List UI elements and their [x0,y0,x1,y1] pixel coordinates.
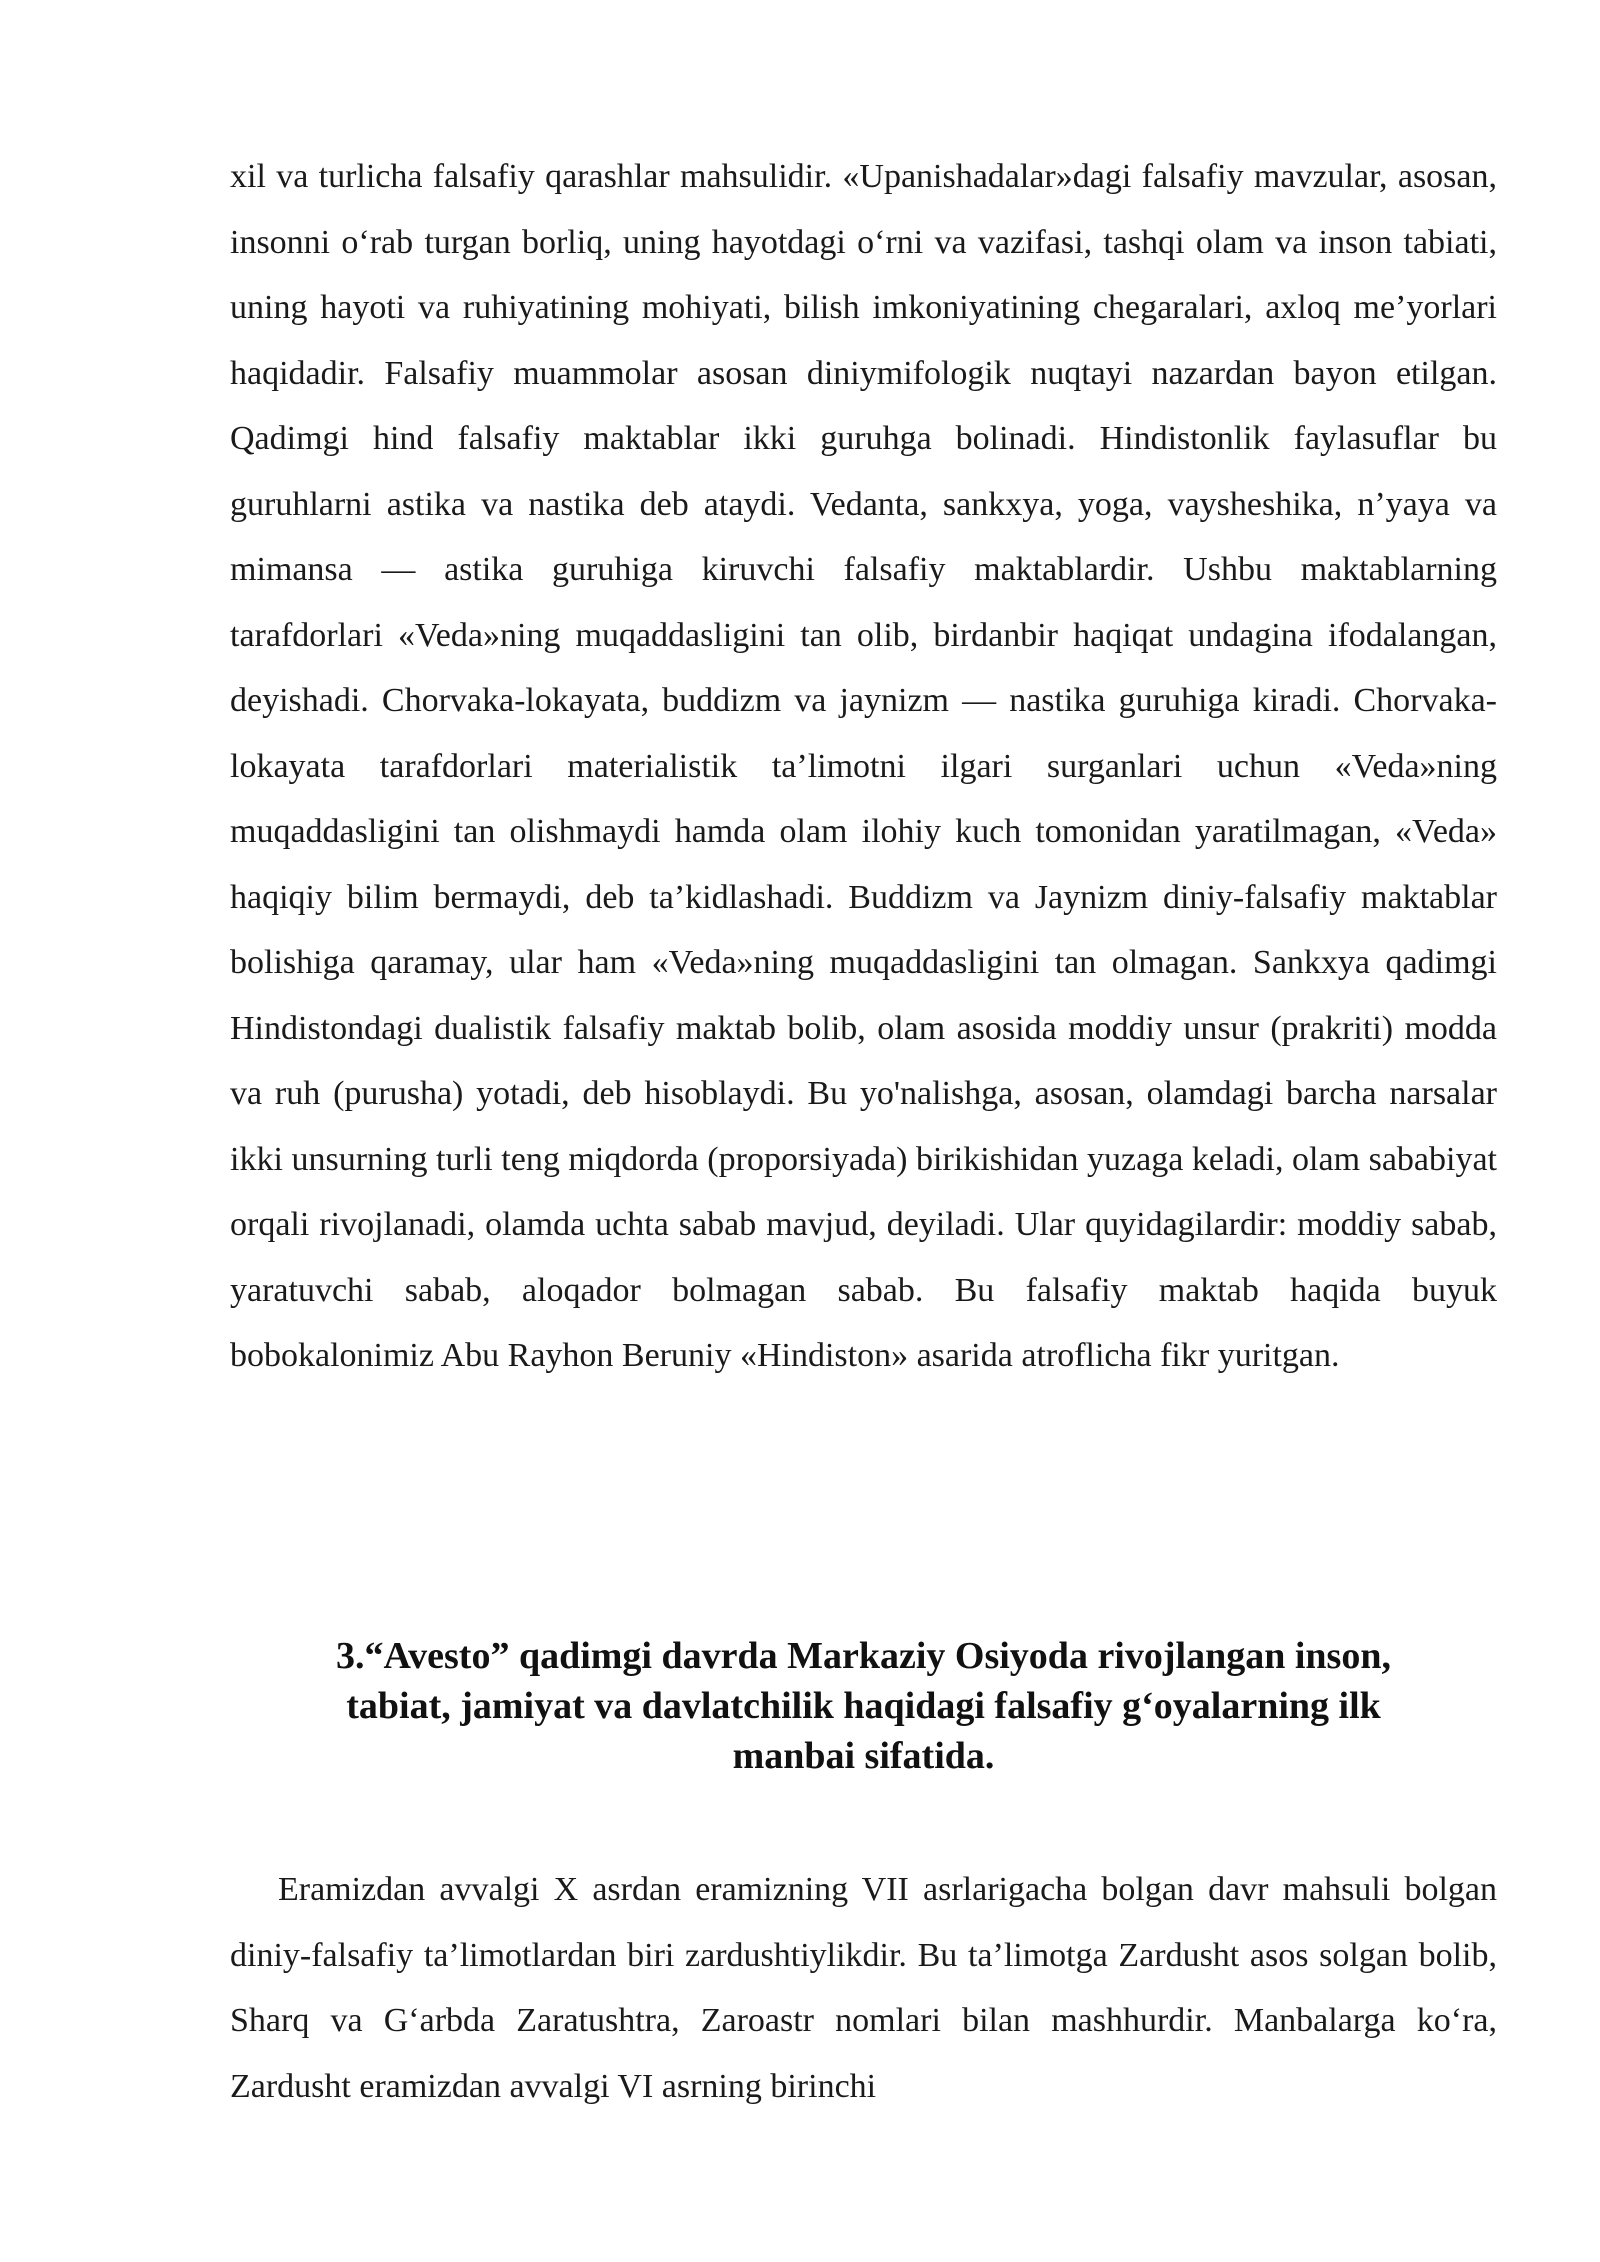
body-paragraph: xil va turlicha falsafiy qarashlar mahsulidir. «Upanishadalar»dagi falsafiy mavzular, asosan, insonni o‘rab turgan borliq, uning hayotdagi o‘rni va vazifasi, tashqi olam va inson tabiati, uning hayoti va ruhiyatining mohiyati, bilish imkoniyatining chegaralari, axloq me’yorlari haqidadir. Falsafiy muammolar asosan diniymifologik nuqtayi nazardan bayon etilgan. Qadimgi hind falsafiy maktablar ikki guruhga bolinadi. Hindistonlik faylasuflar bu guruhlarni astika va nastika deb ataydi. Vedanta, sankxya, yoga, vaysheshika, n’yaya va mimansa — astika guruhiga kiruvchi falsafiy maktablardir. Ushbu maktablarning tarafdorlari «Veda»ning muqaddasligini tan olib, birdanbir haqiqat undagina ifodalangan, deyishadi. Chorvaka-lokayata, buddizm va jaynizm — nastika guruhiga kiradi. Chorvaka-lokayata tarafdorlari materialistik ta’limotni ilgari surganlari uchun «Veda»ning muqaddasligini tan olishmaydi hamda olam ilohiy kuch tomonidan yaratilmagan, «Veda» haqiqiy bilim bermaydi, deb ta’kidlashadi. Buddizm va Jaynizm diniy-falsafiy maktablar bolishiga qaramay, ular ham «Veda»ning muqaddasligini tan olmagan. Sankxya qadimgi Hindistondagi dualistik falsafiy maktab bolib, olam asosida moddiy unsur (prakriti) modda va ruh (purusha) yotadi, deb hisoblaydi. Bu yo'nalishga, asosan, olamdagi barcha narsalar ikki unsurning turli teng miqdorda (proporsiyada) birikishidan yuzaga keladi, olam sababiyat orqali rivojlanadi, olamda uchta sabab mavjud, deyiladi. Ular quyidagilardir: moddiy sabab, yaratuvchi sabab, aloqador bolmagan sabab. Bu falsafiy maktab haqida buyuk bobokalonimiz Abu Rayhon Beruniy «Hindiston» asarida atroflicha fikr yuritgan. [230,158,1497,1374]
section-heading-line: tabiat, jamiyat va davlatchilik haqidagi falsafiy g‘oyalarning ilk [346,1685,1381,1727]
section-heading-line: 3.“Avesto” qadimgi davrda Markaziy Osiyoda rivojlangan inson, [336,1635,1391,1677]
section-heading-line: manbai sifatida. [732,1735,995,1777]
section-heading [230,1631,1497,1781]
body-paragraph: Eramizdan avvalgi X asrdan eramizning VII asrlarigacha bolgan davr mahsuli bolgan diniy-falsafiy ta’limotlardan biri zardushtiylikdir. Bu ta’limotga Zardusht asos solgan bolib, Sharq va G‘arbda Zaratushtra, Zaroastr nomlari bilan mashhurdir. Manbalarga ko‘ra, Zardusht eramizdan avvalgi VI asrning birinchi [230,1871,1497,2105]
